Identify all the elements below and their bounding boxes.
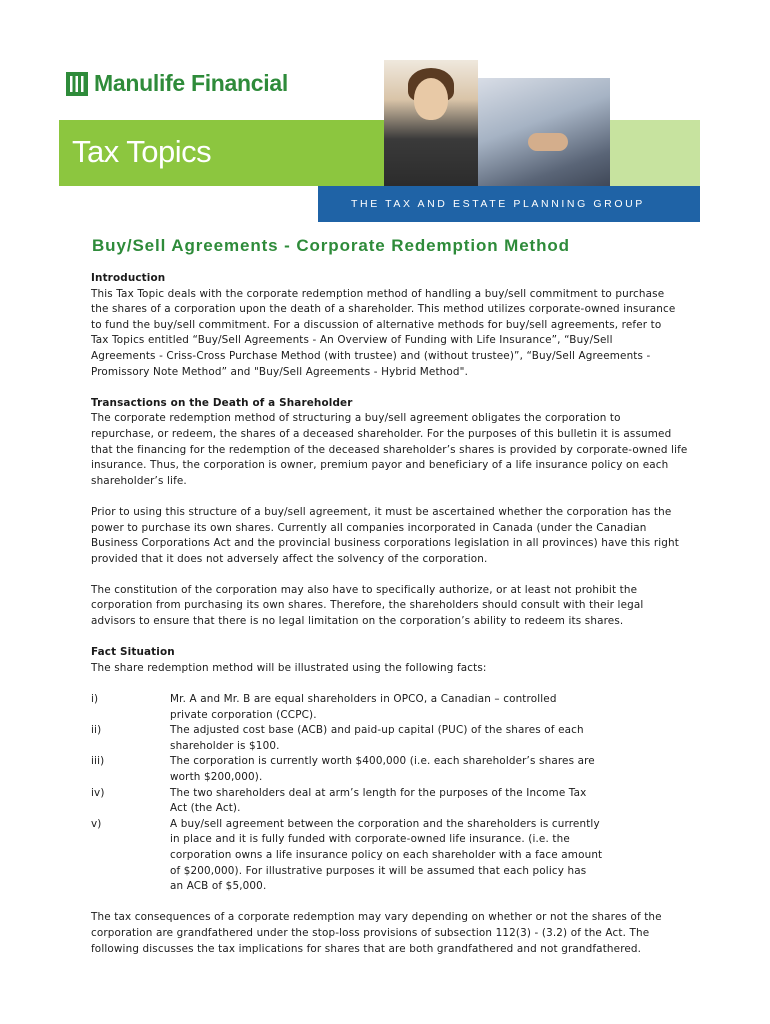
transactions-text: The corporate redemption method of structuring a buy/sell agreement obligates the corporation to repurchase, or redeem, the shares of a deceased shareholder. For the purposes of this bulletin it is assumed that the financing for the redemption of the deceased shareholder’s shares is provided by corporate-owned life insurance. Thus, the corporation is owner, premium payor and beneficiary of a life insurance policy on each shareholder’s life.	[91, 412, 688, 487]
list-item-text: A buy/sell agreement between the corporation and the shareholders is currently in place and it is fully funded with corporate-owned life insurance. (i.e. the corporation owns a life insurance policy on each shareholder with a face amount of $200,000). For illustrative purposes it will be assumed that each policy has an ACB of $5,000.	[170, 817, 603, 893]
constitution-paragraph: The constitution of the corporation may also have to specifically authorize, or at least not prohibit the corporation from purchasing its own shares. Therefore, the shareholders should consult with their legal advisors to ensure that there is no legal limitation on the corporation’s ability to redeem its shares.	[91, 583, 644, 628]
document-body	[91, 271, 731, 957]
list-item	[91, 692, 731, 723]
list-item-number: i)	[91, 693, 99, 706]
transactions-heading: Transactions on the Death of a Shareholder	[91, 396, 353, 409]
banner-green-block	[610, 120, 700, 186]
list-item-text: Mr. A and Mr. B are equal shareholders in OPCO, a Canadian – controlled private corporation (CCPC).	[170, 693, 557, 721]
prior-paragraph: Prior to using this structure of a buy/sell agreement, it must be ascertained whether the corporation has the power to purchase its own shares. Currently all companies incorporated in Canada (under the Canadian Business Corporations Act and the provincial business corporations legislation in all provinces) have this right provided that it does not adversely affect the solvency of the corporation.	[91, 505, 679, 565]
document-title: Buy/Sell Agreements - Corporate Redemption Method	[92, 236, 570, 255]
list-item-text: The two shareholders deal at arm’s length for the purposes of the Income Tax Act (the Act).	[170, 786, 587, 815]
list-item-number: iv)	[91, 786, 105, 799]
list-item	[91, 723, 731, 754]
consequences-paragraph: The tax consequences of a corporate redemption may vary depending on whether or not the shares of the corporation are grandfathered under the stop-loss provisions of subsection 112(3) - (3.2) of the Act. The following discusses the tax implications for shares that are both grandfathered and not grandfathered.	[91, 911, 662, 955]
list-item-number: ii)	[91, 724, 102, 737]
manulife-logo-icon	[66, 72, 88, 96]
facts-list	[91, 692, 731, 895]
list-item-text: The adjusted cost base (ACB) and paid-up capital (PUC) of the shares of each shareholder is $100.	[170, 724, 584, 752]
banner-title: Tax Topics	[72, 134, 212, 169]
fact-situation-text: The share redemption method will be illustrated using the following facts:	[91, 661, 487, 674]
list-item	[91, 786, 731, 817]
banner-photo-handshake	[478, 78, 610, 192]
logo	[66, 70, 288, 97]
banner-subtitle: THE TAX AND ESTATE PLANNING GROUP	[351, 198, 645, 210]
list-item	[91, 754, 731, 785]
list-item-number: iii)	[91, 755, 105, 768]
introduction-heading: Introduction	[91, 272, 166, 284]
list-item	[91, 817, 731, 895]
list-item-text: The corporation is currently worth $400,000 (i.e. each shareholder’s shares are worth $200,000).	[170, 755, 595, 783]
logo-text: Manulife Financial	[94, 70, 288, 96]
banner-photo-woman	[384, 60, 478, 192]
introduction-text: This Tax Topic deals with the corporate redemption method of handling a buy/sell commitment to purchase the shares of a corporation upon the death of a shareholder. This method utilizes corporate-owned insurance to fund the buy/sell commitment. For a discussion of alternative methods for buy/sell agreements, refer to Tax Topics entitled “Buy/Sell Agreements - An Overview of Funding with Life Insurance”, “Buy/Sell Agreements - Criss-Cross Purchase Method (with trustee) and (without trustee)”, “Buy/Sell Agreements - Promissory Note Method” and "Buy/Sell Agreements - Hybrid Method".	[91, 287, 676, 378]
fact-situation-heading: Fact Situation	[91, 646, 175, 659]
list-item-number: v)	[91, 817, 102, 830]
